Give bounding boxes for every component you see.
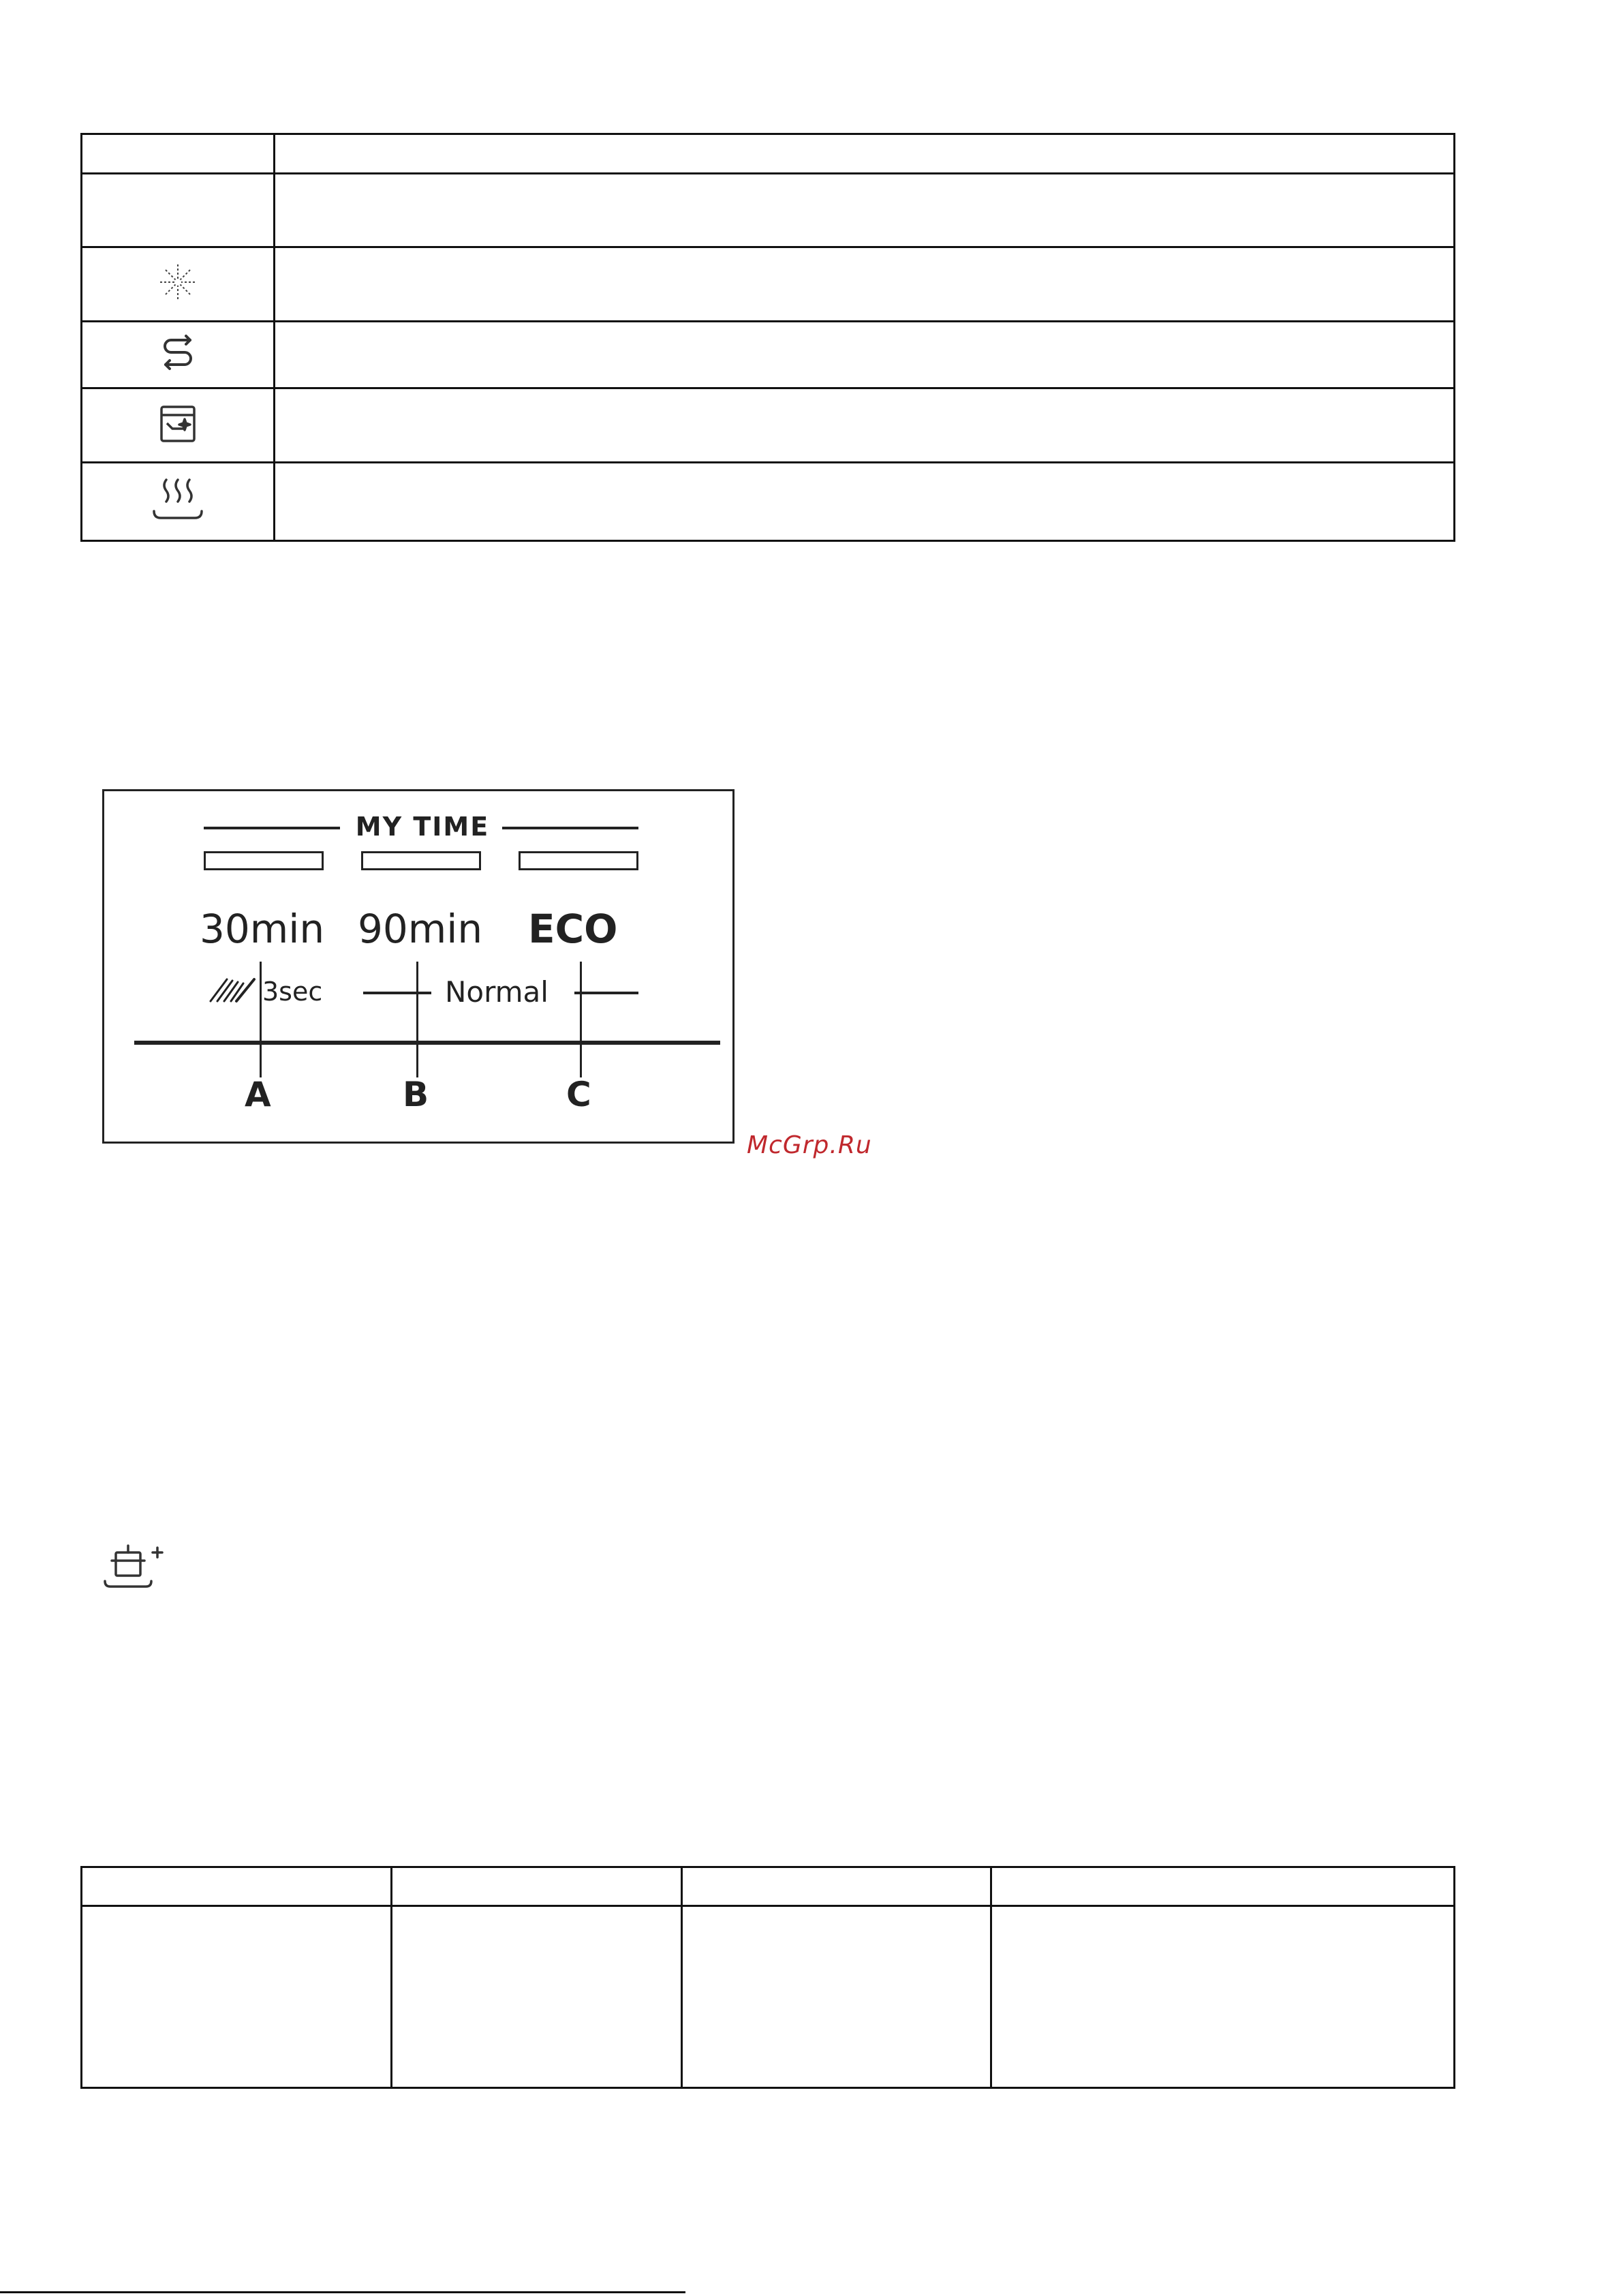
- normal-line-left: [363, 992, 431, 994]
- indicator-eco: [519, 851, 638, 870]
- footnote-separator: [0, 2291, 685, 2293]
- table-column-divider: [990, 1868, 992, 2087]
- table-row-divider: [82, 320, 1453, 322]
- watermark: McGrp.Ru: [747, 1131, 872, 1159]
- callout-b: B: [403, 1075, 429, 1114]
- indicator-90min: [361, 851, 481, 870]
- option-30min: 30min: [200, 906, 325, 952]
- steam-dry-icon: [147, 474, 208, 529]
- callout-c: C: [566, 1075, 591, 1114]
- normal-line-right: [574, 992, 638, 994]
- title-line-left: [204, 827, 340, 829]
- symbols-table: [80, 133, 1455, 542]
- table-row: [82, 461, 273, 542]
- table-row: [82, 320, 273, 387]
- program-table: [80, 1866, 1455, 2089]
- indicator-30min: [204, 851, 324, 870]
- pot-plus-icon: [102, 1540, 168, 1592]
- normal-text: Normal: [445, 975, 548, 1009]
- table-row: [82, 387, 273, 461]
- title-line-right: [502, 827, 638, 829]
- table-row: [82, 246, 273, 320]
- table-column-divider: [681, 1868, 683, 2087]
- table-row-divider: [82, 246, 1453, 248]
- option-90min: 90min: [358, 906, 483, 952]
- table-header-divider: [82, 1905, 1453, 1907]
- callout-a: A: [245, 1075, 271, 1114]
- hold-text: 3sec: [262, 977, 323, 1007]
- callout-line-a: [260, 962, 262, 1077]
- table-column-divider: [273, 135, 275, 540]
- panel-base-line: [134, 1041, 720, 1045]
- table-row-divider: [82, 387, 1453, 389]
- machine-care-icon: [156, 401, 200, 448]
- hand-press-icon: [206, 974, 257, 1009]
- sparkle-icon: [157, 262, 198, 305]
- panel-title: MY TIME: [355, 812, 490, 842]
- loop-arrows-icon: [157, 332, 198, 376]
- control-panel-diagram: [102, 789, 735, 1144]
- callout-line-b: [416, 962, 418, 1077]
- option-eco: ECO: [528, 906, 618, 952]
- table-row-divider: [82, 461, 1453, 463]
- table-column-divider: [390, 1868, 392, 2087]
- callout-line-c: [580, 962, 582, 1077]
- table-row-divider: [82, 172, 1453, 174]
